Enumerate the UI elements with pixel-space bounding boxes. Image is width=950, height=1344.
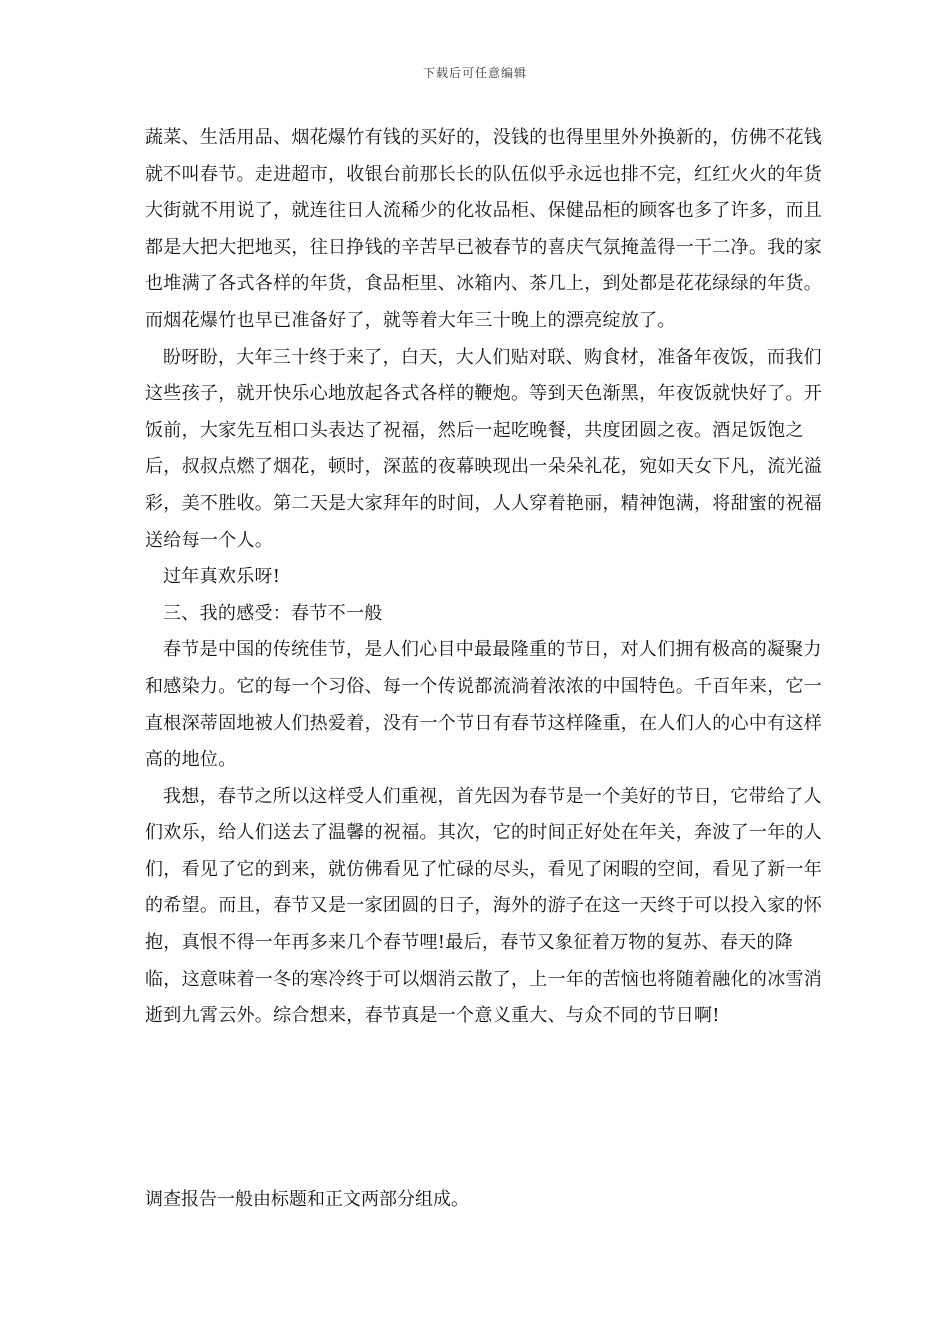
footer-note: 调查报告一般由标题和正文两部分组成。 [145, 1189, 469, 1210]
paragraph-spring-festival-tradition: 春节是中国的传统佳节，是人们心目中最最隆重的节日，对人们拥有极高的凝聚力和感染力。它的每一个习俗、每一个传说都流淌着浓浓的中国特色。千百年来，它一直根深蒂固地被人们热爱着，没有一个节日有春节这样隆重，在人们人的心中有这样高的地位。 [145, 639, 823, 771]
document-body [145, 120, 825, 1035]
paragraph-joyful-exclamation: 过年真欢乐呀! [163, 566, 281, 588]
paragraph-new-years-eve: 盼呀盼，大年三十终于来了，白天，大人们贴对联、购食材，准备年夜饭，而我们这些孩子，就开快乐心地放起各式各样的鞭炮。等到天色渐黑，年夜饭就快好了。开饭前，大家先互相口头表达了祝福，然后一起吃晚餐，共度团圆之夜。酒足饭饱之后，叔叔点燃了烟花，顿时，深蓝的夜幕映现出一朵朵礼花，宛如天女下凡，流光溢彩，美不胜收。第二天是大家拜年的时间，人人穿着艳丽，精神饱满，将甜蜜的祝福送给每一个人。 [145, 346, 823, 551]
page-header: 下载后可任意编辑 [422, 66, 527, 80]
section-heading-feelings: 三、我的感受：春节不一般 [163, 602, 383, 624]
paragraph-why-valued: 我想，春节之所以这样受人们重视，首先因为春节是一个美好的节日，它带给了人们欢乐，给人们送去了温馨的祝福。其次，它的时间正好处在年关，奔波了一年的人们，看见了它的到来，就仿佛看见了忙碌的尽头，看见了闲暇的空间，看见了新一年的希望。而且，春节又是一家团圆的日子，海外的游子在这一天终于可以投入家的怀抱，真恨不得一年再多来几个春节哩!最后，春节又象征着万物的复苏、春天的降临，这意味着一冬的寒冷终于可以烟消云散了，上一年的苦恼也将随着融化的冰雪消逝到九霄云外。综合想来，春节真是一个意义重大、与众不同的节日啊! [145, 785, 823, 1027]
paragraph-new-year-goods: 蔬菜、生活用品、烟花爆竹有钱的买好的，没钱的也得里里外外换新的，仿佛不花钱就不叫春节。走进超市，收银台前那长长的队伍似乎永远也排不完，红红火火的年货大街就不用说了，就连往日人流稀少的化妆品柜、保健品柜的顾客也多了许多，而且都是大把大把地买，往日挣钱的辛苦早已被春节的喜庆气氛掩盖得一干二净。我的家也堆满了各式各样的年货，食品柜里、冰箱内、茶几上，到处都是花花绿绿的年货。而烟花爆竹也早已准备好了，就等着大年三十晚上的漂亮绽放了。 [145, 127, 823, 331]
